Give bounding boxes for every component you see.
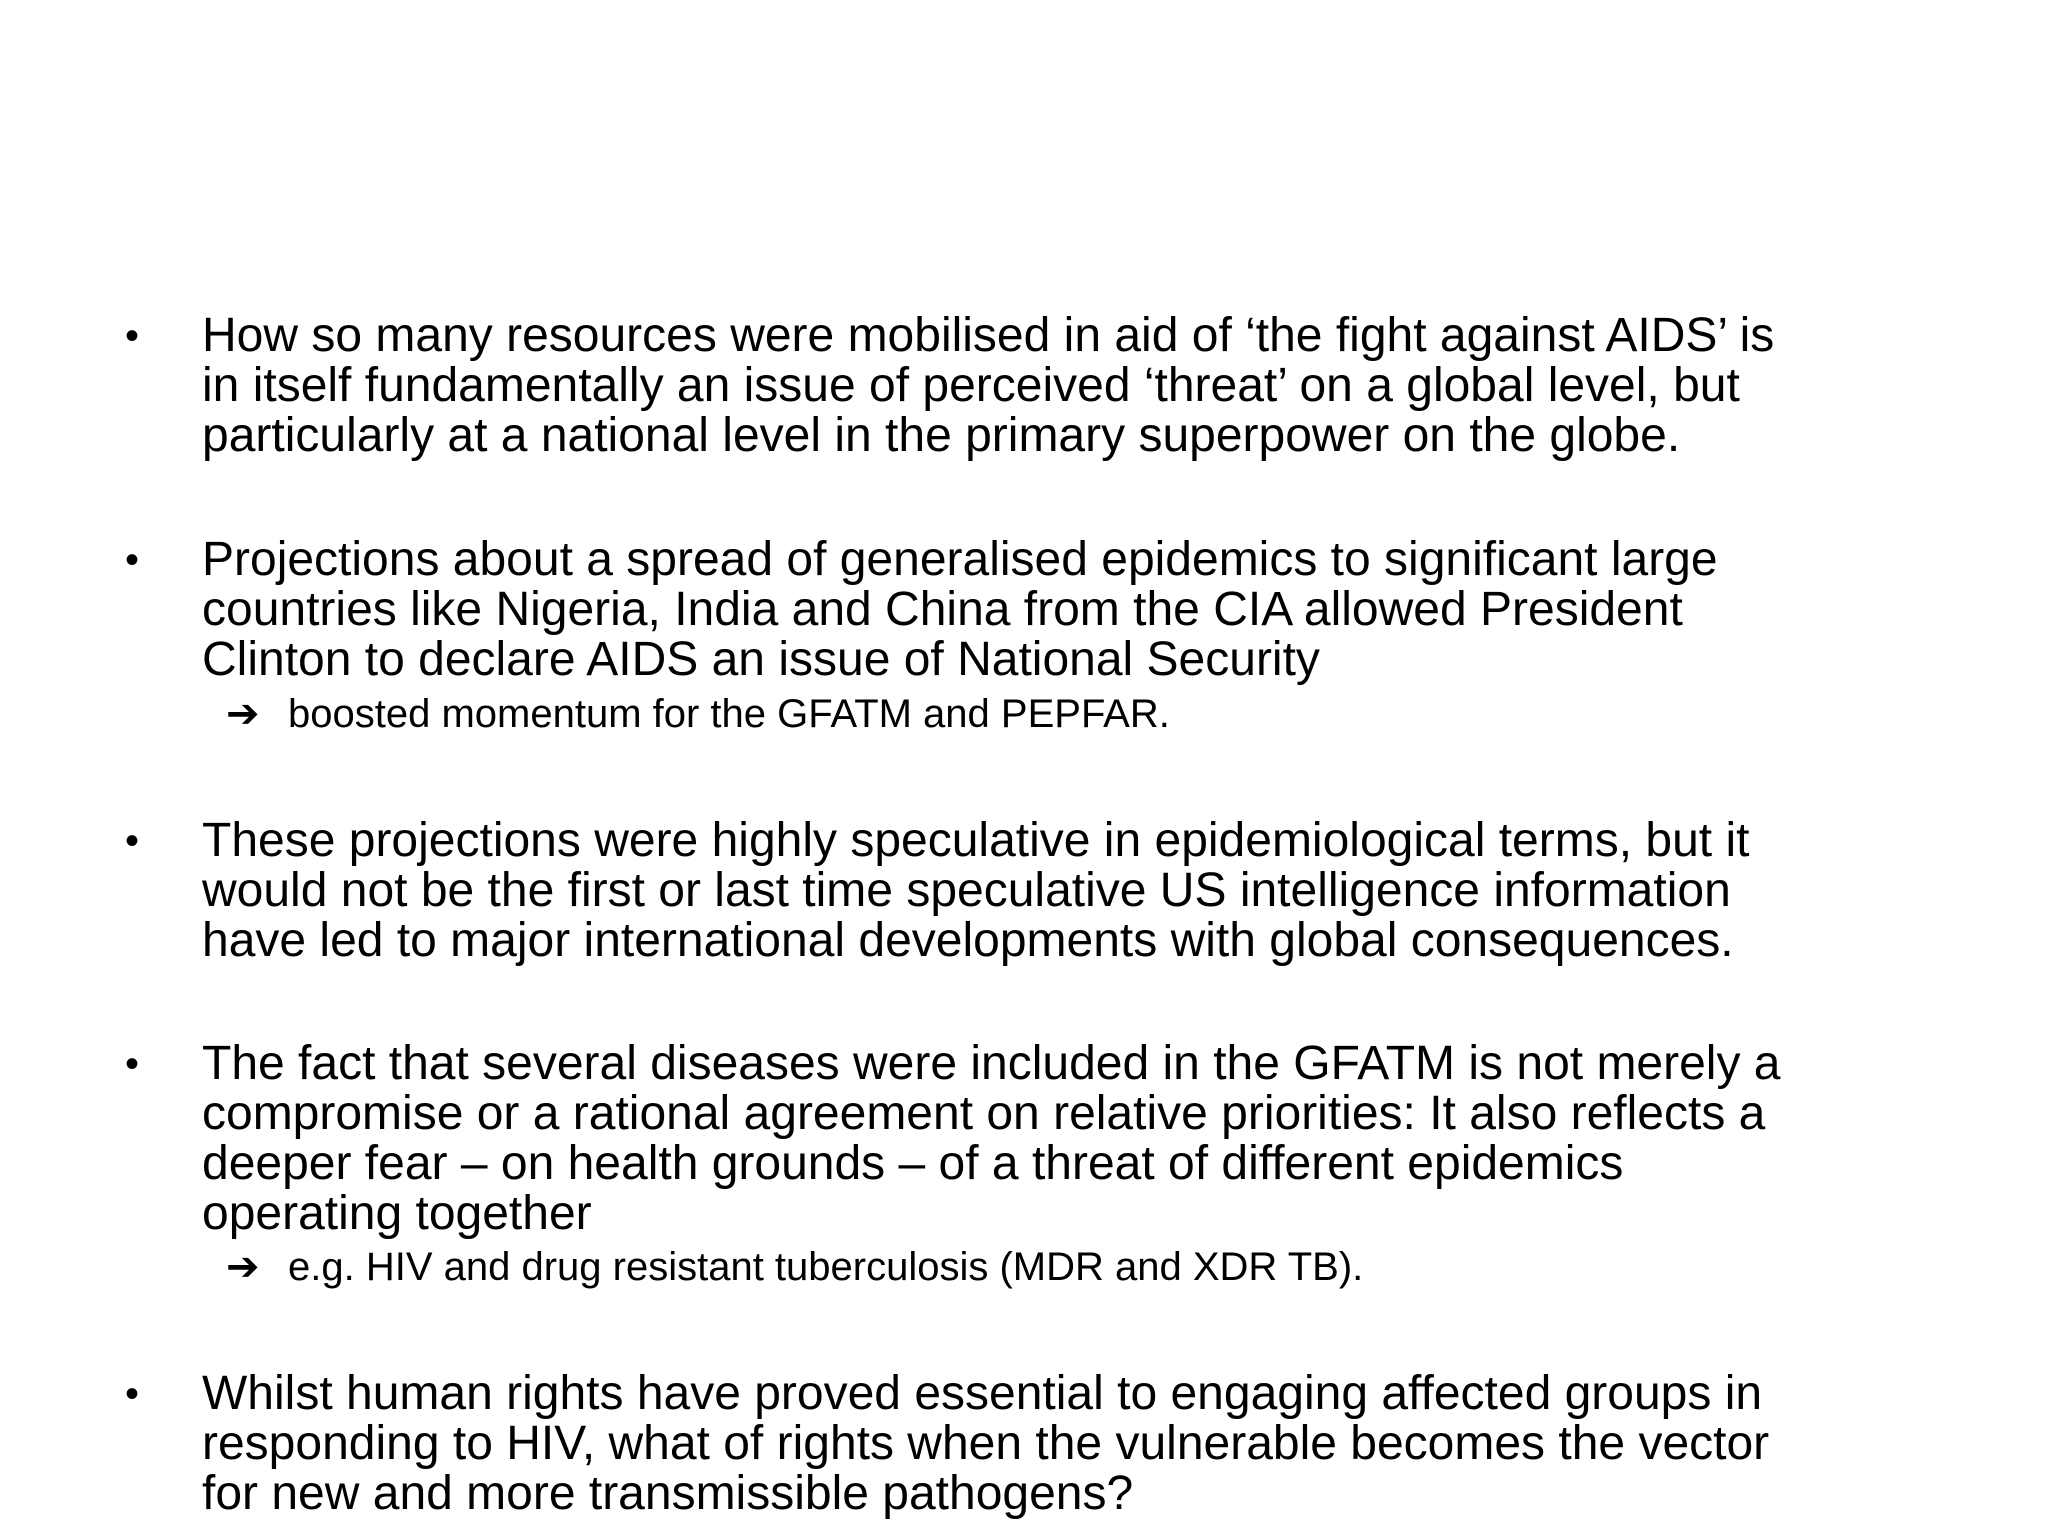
- text-line: Clinton to declare AIDS an issue of National Security: [202, 633, 1320, 686]
- sub-point-momentum: [226, 690, 2006, 738]
- text-line: These projections were highly speculative in epidemiological terms, but it: [202, 814, 1750, 867]
- text-line: particularly at a national level in the primary superpower on the globe.: [202, 409, 1681, 462]
- text-line: Projections about a spread of generalised epidemics to significant large: [202, 533, 1718, 586]
- text-line: have led to major international developments with global consequences.: [202, 914, 1734, 967]
- text-line: would not be the first or last time speculative US intelligence information: [202, 864, 1731, 917]
- text-line: in itself fundamentally an issue of perceived ‘threat’ on a global level, but: [202, 359, 1740, 412]
- text-line: responding to HIV, what of rights when the vulnerable becomes the vector: [202, 1417, 1770, 1470]
- text-line: compromise or a rational agreement on relative priorities: It also reflects a: [202, 1087, 1766, 1140]
- bullet-text: [202, 535, 1992, 685]
- sub-point-text: boosted momentum for the GFATM and PEPFAR.: [288, 692, 1170, 736]
- text-line: How so many resources were mobilised in aid of ‘the fight against AIDS’ is: [202, 309, 1775, 362]
- bullet-dot-icon: •: [125, 314, 140, 358]
- bullet-dot-icon: •: [125, 1042, 140, 1086]
- bullet-text: [202, 311, 1992, 461]
- bullet-text: [202, 1039, 1992, 1239]
- sub-point-tuberculosis: [226, 1243, 2006, 1291]
- sub-point-text: e.g. HIV and drug resistant tuberculosis (MDR and XDR TB).: [288, 1245, 1364, 1289]
- bullet-text: [202, 1369, 1992, 1519]
- text-line: The fact that several diseases were included in the GFATM is not merely a: [202, 1037, 1781, 1090]
- bullet-dot-icon: •: [125, 1372, 140, 1416]
- text-line: operating together: [202, 1187, 592, 1240]
- text-line: Whilst human rights have proved essential to engaging affected groups in: [202, 1367, 1763, 1420]
- bullet-text: [202, 816, 1992, 966]
- text-line: countries like Nigeria, India and China from the CIA allowed President: [202, 583, 1683, 636]
- text-line: deeper fear – on health grounds – of a threat of different epidemics: [202, 1137, 1624, 1190]
- arrow-right-icon: ➔: [226, 692, 260, 736]
- bullet-dot-icon: •: [125, 538, 140, 582]
- text-line: for new and more transmissible pathogens?: [202, 1467, 1134, 1520]
- arrow-right-icon: ➔: [226, 1245, 260, 1289]
- bullet-dot-icon: •: [125, 819, 140, 863]
